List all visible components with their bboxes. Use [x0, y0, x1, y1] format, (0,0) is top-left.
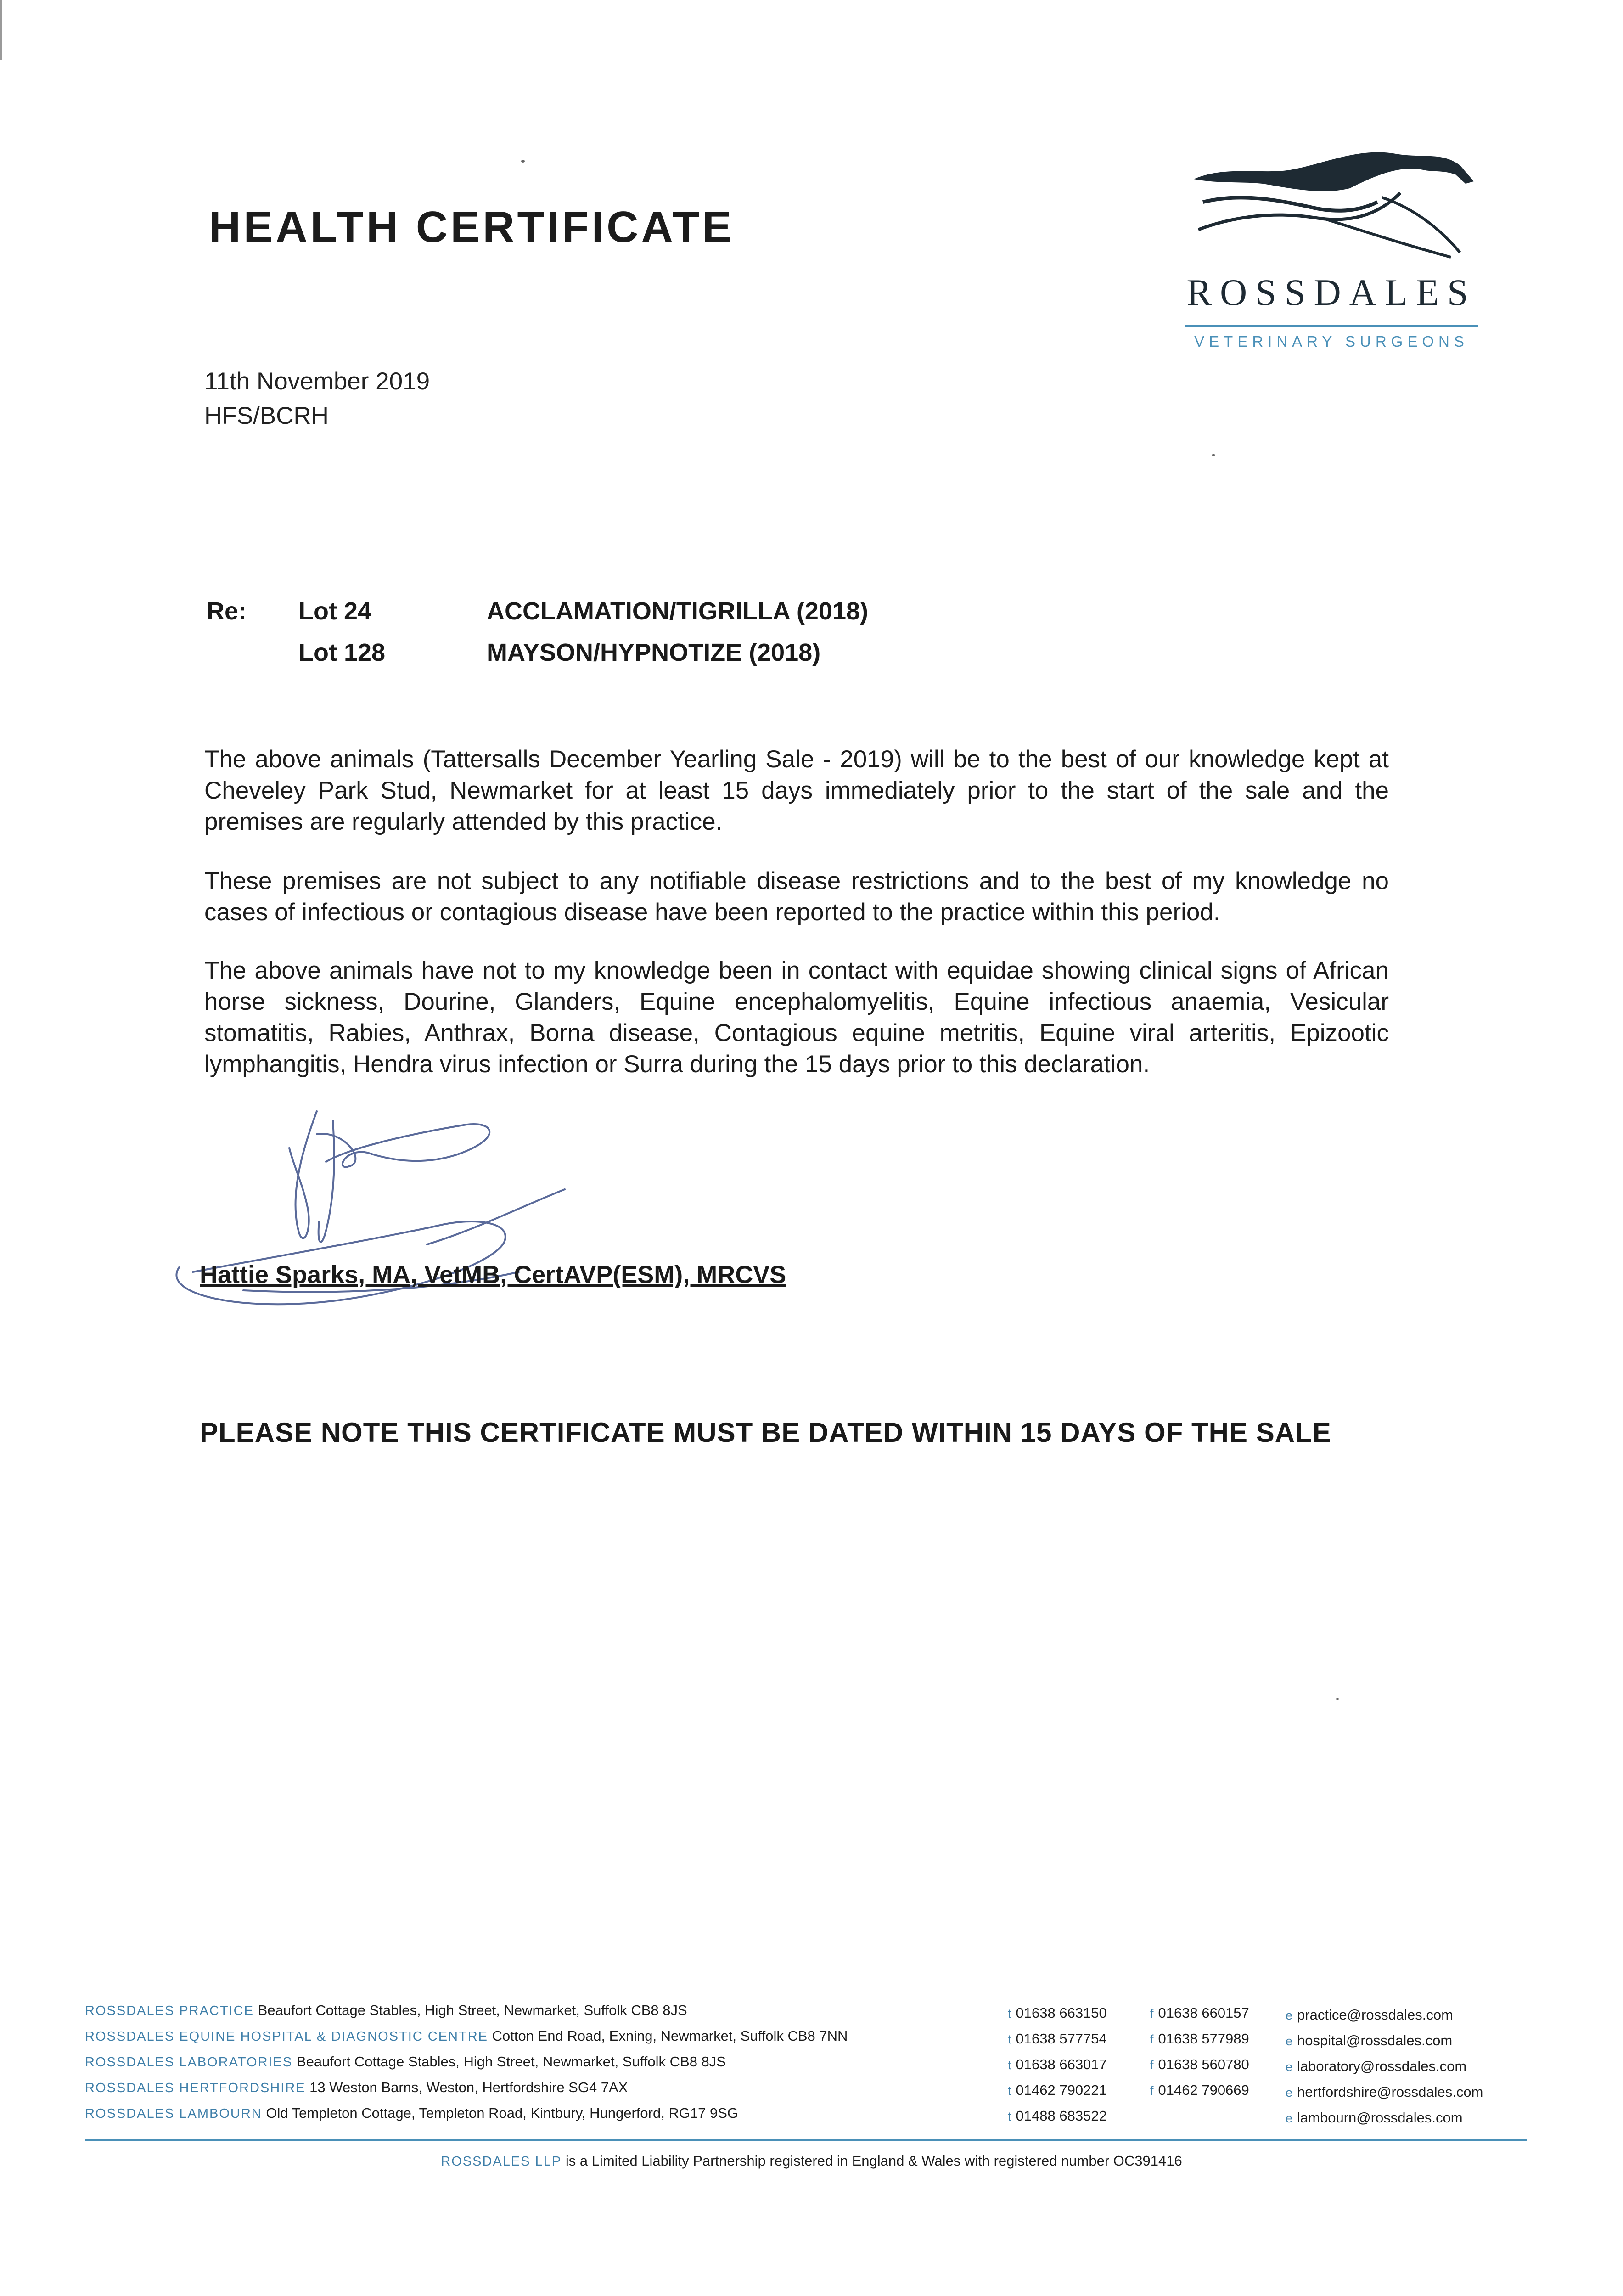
signature-scribble [152, 1093, 634, 1332]
registration-line [0, 2153, 1623, 2169]
re-label: Re: [207, 597, 247, 625]
email-address: lambourn@rossdales.com [1297, 2110, 1463, 2126]
footer-email: e practice@rossdales.com [1286, 2007, 1453, 2023]
footer-fax: f 01462 790669 [1150, 2082, 1249, 2098]
telephone-number: 01488 683522 [1016, 2108, 1107, 2124]
telephone-number: 01638 577754 [1016, 2031, 1107, 2047]
footer-office [85, 2105, 738, 2122]
document-title: HEALTH CERTIFICATE [209, 203, 735, 252]
paragraph-kept-at: The above animals (Tattersalls December Yearling Sale - 2019) will be to the best of our knowledge kept at Cheveley Park Stud, Newmarket for at least 15 days immediately prior to the start of the sale and the premises are regularly attended by this practice. [204, 746, 1389, 835]
fax-number: 01638 560780 [1158, 2056, 1249, 2072]
footer-office [85, 2079, 628, 2096]
email-address: practice@rossdales.com [1297, 2007, 1453, 2023]
office-address: Beaufort Cottage Stables, High Street, Newmarket, Suffolk CB8 8JS [258, 2002, 687, 2018]
footer-email: e lambourn@rossdales.com [1286, 2110, 1463, 2126]
email-address: laboratory@rossdales.com [1297, 2058, 1467, 2074]
dating-note: PLEASE NOTE THIS CERTIFICATE MUST BE DATED WITHIN 15 DAYS OF THE SALE [200, 1417, 1331, 1448]
email-address: hertfordshire@rossdales.com [1297, 2084, 1483, 2100]
office-label: ROSSDALES HERTFORDSHIRE [85, 2081, 306, 2095]
document-date: 11th November 2019 [204, 368, 430, 395]
footer-fax: f 01638 577989 [1150, 2031, 1249, 2047]
footer-fax: f 01638 660157 [1150, 2005, 1249, 2021]
footer-office [85, 2054, 726, 2070]
scan-speck [521, 160, 525, 163]
document-reference: HFS/BCRH [204, 402, 329, 429]
registration-label: ROSSDALES LLP [441, 2154, 562, 2169]
footer-email: e hospital@rossdales.com [1286, 2032, 1453, 2048]
footer-telephone: t 01638 577754 [1008, 2031, 1107, 2047]
paragraph-contact: The above animals have not to my knowledge been in contact with equidae showing clinical signs of African horse sickness, Dourine, Glanders, Equine encephalomyelitis, Equine infectious anaemia, Vesicular stomatitis, Rabies, Anthrax, Borna disease, Contagious equine metritis, Equine viral arteritis, Epizootic lymphangitis, Hendra virus infection or Surra during the 15 days prior to this declaration. [204, 957, 1389, 1078]
office-address: 13 Weston Barns, Weston, Hertfordshire SG4 7AX [309, 2079, 628, 2095]
office-label: ROSSDALES LABORATORIES [85, 2055, 293, 2070]
fax-number: 01462 790669 [1158, 2082, 1249, 2098]
logo-subtitle: VETERINARY SURGEONS [1194, 333, 1469, 350]
horse-logo-icon [1185, 138, 1488, 271]
signer-name: Hattie Sparks, MA, VetMB, CertAVP(ESM), MRCVS [200, 1261, 786, 1289]
fax-number: 01638 577989 [1158, 2031, 1249, 2047]
lot-number: Lot 24 [298, 597, 372, 625]
footer-telephone: t 01488 683522 [1008, 2108, 1107, 2124]
email-address: hospital@rossdales.com [1297, 2032, 1453, 2048]
paragraph-restrictions: These premises are not subject to any notifiable disease restrictions and to the best of my knowledge no cases of infectious or contagious disease have been reported to the practice within this period. [204, 867, 1389, 926]
scan-speck [1212, 454, 1215, 456]
office-address: Beaufort Cottage Stables, High Street, Newmarket, Suffolk CB8 8JS [296, 2054, 726, 2070]
horse-name: ACCLAMATION/TIGRILLA (2018) [487, 597, 868, 625]
registration-text: is a Limited Liability Partnership registered in England & Wales with registered number OC391416 [565, 2153, 1182, 2169]
telephone-number: 01462 790221 [1016, 2082, 1107, 2098]
footer-email: e hertfordshire@rossdales.com [1286, 2084, 1483, 2100]
office-label: ROSSDALES LAMBOURN [85, 2106, 262, 2121]
scan-edge-mark [0, 0, 2, 60]
footer-telephone: t 01638 663017 [1008, 2056, 1107, 2072]
fax-number: 01638 660157 [1158, 2005, 1249, 2021]
telephone-number: 01638 663017 [1016, 2056, 1107, 2072]
rossdales-logo [1175, 138, 1497, 377]
horse-name: MAYSON/HYPNOTIZE (2018) [487, 639, 821, 666]
scan-speck [1336, 1698, 1339, 1700]
logo-divider [1185, 325, 1478, 327]
footer-fax: f 01638 560780 [1150, 2056, 1249, 2072]
office-address: Cotton End Road, Exning, Newmarket, Suffolk CB8 7NN [492, 2028, 848, 2044]
footer-telephone: t 01638 663150 [1008, 2005, 1107, 2021]
office-label: ROSSDALES EQUINE HOSPITAL & DIAGNOSTIC CENTRE [85, 2029, 488, 2044]
footer-office [85, 2028, 848, 2044]
lot-number: Lot 128 [298, 639, 386, 666]
logo-name: ROSSDALES [1186, 271, 1477, 313]
office-label: ROSSDALES PRACTICE [85, 2003, 254, 2018]
telephone-number: 01638 663150 [1016, 2005, 1107, 2021]
footer-divider [85, 2139, 1527, 2141]
footer-office [85, 2002, 687, 2019]
footer-telephone: t 01462 790221 [1008, 2082, 1107, 2098]
footer-email: e laboratory@rossdales.com [1286, 2058, 1467, 2074]
office-address: Old Templeton Cottage, Templeton Road, Kintbury, Hungerford, RG17 9SG [266, 2105, 739, 2121]
